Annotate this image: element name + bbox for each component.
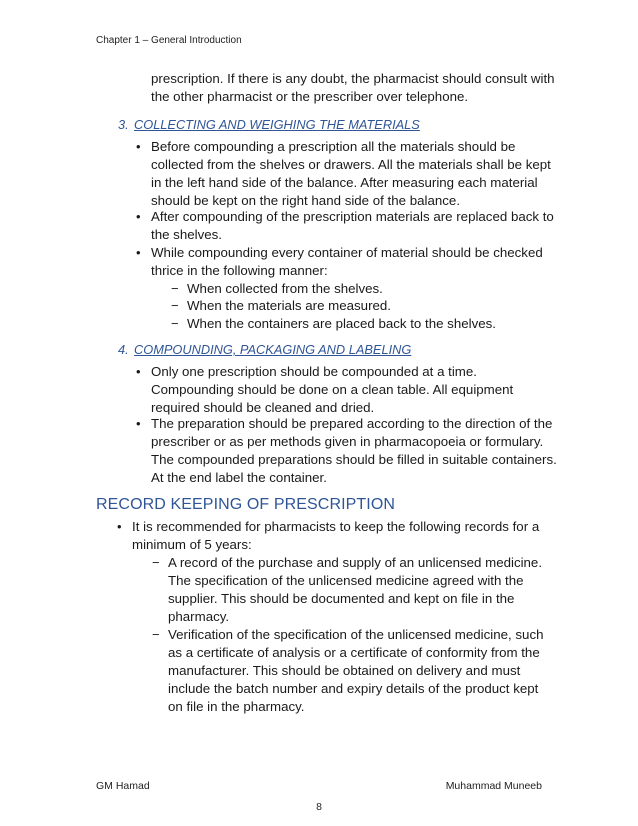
- rk-d2-line-5: on file in the pharmacy.: [168, 699, 305, 714]
- rk-b1-line-1: It is recommended for pharmacists to keep the following records for a: [132, 519, 540, 534]
- rk-d1-line-3: supplier. This should be documented and kept on file in the: [168, 591, 515, 606]
- intro-line-1: prescription. If there is any doubt, the pharmacist should consult with: [151, 71, 555, 86]
- bullet-glyph: •: [136, 416, 141, 431]
- rk-d1-line-1: A record of the purchase and supply of an unlicensed medicine.: [168, 555, 543, 570]
- s4-b2-line-4: At the end label the container.: [151, 470, 327, 485]
- s3-b3-line-1: While compounding every container of material should be checked: [151, 245, 543, 260]
- rk-d2-line-3: manufacturer. This should be obtained on delivery and must: [168, 663, 521, 678]
- rk-d2-line-1: Verification of the specification of the unlicensed medicine, such: [168, 627, 544, 642]
- s3-b1-line-2: collected from the shelves or drawers. All the materials shall be kept: [151, 157, 551, 172]
- s3-dash-3: When the containers are placed back to the shelves.: [187, 316, 496, 331]
- s4-b1-line-3: required should be cleaned and dried.: [151, 400, 375, 415]
- s4-b1-line-1: Only one prescription should be compounded at a time.: [151, 364, 477, 379]
- s4-b2-line-1: The preparation should be prepared according to the direction of the: [151, 416, 553, 431]
- dash-glyph: −: [152, 555, 160, 570]
- rk-d1-line-4: pharmacy.: [168, 609, 230, 624]
- bullet-glyph: •: [136, 139, 141, 154]
- s3-dash-1: When collected from the shelves.: [187, 281, 383, 296]
- rk-d1-line-2: The specification of the unlicensed medicine agreed with the: [168, 573, 524, 588]
- s4-b2-line-3: The compounded preparations should be filled in suitable containers.: [151, 452, 557, 467]
- s3-dash-2: When the materials are measured.: [187, 298, 391, 313]
- dash-glyph: −: [171, 281, 179, 296]
- bullet-glyph: •: [117, 519, 122, 534]
- bullet-glyph: •: [136, 245, 141, 260]
- section-4-number: 4.: [118, 342, 129, 357]
- bullet-glyph: •: [136, 364, 141, 379]
- rk-d2-line-2: as a certificate of analysis or a certificate of conformity from the: [168, 645, 540, 660]
- dash-glyph: −: [171, 316, 179, 331]
- bullet-glyph: •: [136, 209, 141, 224]
- s3-b2-line-1: After compounding of the prescription materials are replaced back to: [151, 209, 554, 224]
- running-header: Chapter 1 – General Introduction: [96, 35, 242, 46]
- s3-b1-line-3: in the left hand side of the balance. After measuring each material: [151, 175, 538, 190]
- s3-b3-line-2: thrice in the following manner:: [151, 263, 328, 278]
- section-4-title: COMPOUNDING, PACKAGING AND LABELING: [134, 342, 412, 357]
- footer-left: GM Hamad: [96, 780, 150, 792]
- dash-glyph: −: [171, 298, 179, 313]
- rk-b1-line-2: minimum of 5 years:: [132, 537, 252, 552]
- page-number: 8: [316, 801, 322, 813]
- footer-right: Muhammad Muneeb: [445, 780, 542, 792]
- intro-line-2: the other pharmacist or the prescriber over telephone.: [151, 89, 469, 104]
- dash-glyph: −: [152, 627, 160, 642]
- s4-b2-line-2: prescriber or as per methods given in pharmacopoeia or formulary.: [151, 434, 544, 449]
- s3-b1-line-4: should be kept on the right hand side of the balance.: [151, 193, 461, 208]
- record-keeping-heading: RECORD KEEPING OF PRESCRIPTION: [96, 496, 396, 513]
- s4-b1-line-2: Compounding should be done on a clean table. All equipment: [151, 382, 514, 397]
- section-3-title: COLLECTING AND WEIGHING THE MATERIALS: [134, 117, 420, 132]
- rk-d2-line-4: include the batch number and expiry details of the product kept: [168, 681, 539, 696]
- s3-b2-line-2: the shelves.: [151, 227, 222, 242]
- s3-b1-line-1: Before compounding a prescription all the materials should be: [151, 139, 516, 154]
- section-3-number: 3.: [118, 117, 129, 132]
